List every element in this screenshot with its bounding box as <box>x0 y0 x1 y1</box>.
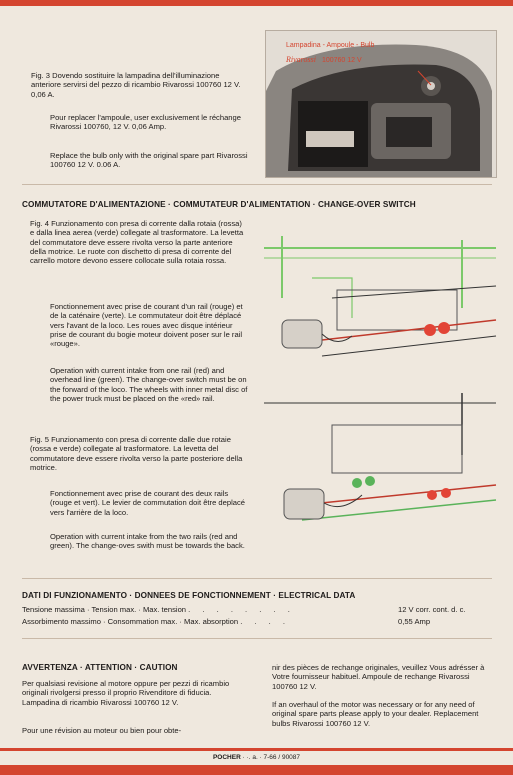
caution-title: AVVERTENZA · ATTENTION · CAUTION <box>22 663 178 672</box>
locomotive-interior-illustration <box>266 31 496 177</box>
leader-dots: . . . . . . . . <box>188 605 295 614</box>
changeover-title: COMMUTATORE D'ALIMENTAZIONE · COMMUTATEUR D'ALIMENTATION · CHANGE-OVER SWITCH <box>22 200 416 209</box>
caution-french-start: Pour une révision au moteur ou bien pour obte- <box>22 726 182 735</box>
leader-dots: . . . . <box>240 617 290 626</box>
divider <box>22 638 492 639</box>
bulb-brand-logo <box>286 55 362 64</box>
electrical-title: DATI DI FUNZIONAMENTO · DONNEES DE FONCTIONNEMENT · ELECTRICAL DATA <box>22 591 356 600</box>
footer-brand: POCHER <box>212 754 241 761</box>
footer-red-band <box>0 748 513 751</box>
fig4-french: Fonctionnement avec prise de courant d'un rail (rouge) et de la caténaire (verte). Le commutateur doit être déplacé vers l'avant de la loco. Les roues avec disque intérieur prise de courant du bogie moteur doivent poser sur le rail «rouge». <box>50 302 243 349</box>
caution-italian: Per qualsiasi revisione al motore oppure per pezzi di ricambio originali rivolgersi presso il proprio Rivenditore di fiducia. Lampadina di ricambio Rivarossi 100760 12 V. <box>22 679 230 707</box>
divider <box>22 184 492 185</box>
tension-label: Tensione massima · Tension max. · Max. tension <box>22 605 187 614</box>
fig5-italian: Fig. 5 Funzionamento con presa di corrente dalle due rotaie (rossa e verde) collegate al trasformatore. La levetta del commutatore deve essere rivolta verso la parte posteriore della motrice. <box>30 435 243 472</box>
brand-name: Rivarossi <box>286 55 316 64</box>
fig3-italian: Fig. 3 Dovendo sostituire la lampadina dell'illuminazione anteriore servirsi del pezzo di ricambio Rivarossi 100760 12 V. 0,06 A. <box>31 71 241 99</box>
caution-english: If an overhaul of the motor was necessary or for any need of original spare parts please apply to your dealer. Replacement bulbs Rivarossi 100760 12 V. <box>272 700 479 728</box>
fig5-english: Operation with current intake from the two rails (red and green). The change-oves swith must be towards the back. <box>50 532 245 551</box>
fig3-french: Pour replacer l'ampoule, user exclusivement le réchange Rivarossi 100760, 12 V. 0,06 Amp. <box>50 113 241 132</box>
bottom-red-band <box>0 765 513 775</box>
bulb-photo <box>265 30 497 178</box>
divider <box>22 578 492 579</box>
top-red-band <box>0 0 513 6</box>
fig3-english: Replace the bulb only with the original spare part Rivarossi 100760 12 V. 0.06 A. <box>50 151 248 170</box>
footer-line <box>0 754 513 761</box>
fig5-diagram <box>262 385 498 535</box>
caution-french-cont: nir des pièces de rechange originales, veuillez Vous adrésser à Votre fournisseur habituel. Ampoule de rechange Rivarossi 100760 12 V. <box>272 663 485 691</box>
fig4-diagram <box>262 228 498 376</box>
footer-code: · ·. a. · 7-66 / 90087 <box>242 754 301 761</box>
electrical-row-absorption <box>22 617 494 626</box>
fig4-italian: Fig. 4 Funzionamento con presa di corrente dalla rotaia (rossa) e dalla linea aerea (verde) collegate al trasformatore. La levetta del commutatore deve essere rivolta verso la parte anteriore della motrice. Le ruote con dischetto di presa di corrente del carrello motore devono essere collocate sulla rotaia rossa. <box>30 219 244 266</box>
absorption-label: Assorbimento massimo · Consommation max. · Max. absorption <box>22 617 239 626</box>
tension-value: 12 V corr. cont. d. c. <box>398 605 466 614</box>
bulb-part-number: 100760 12 V <box>321 57 362 64</box>
bulb-label-line: Lampadina - Ampoule - Bulb <box>286 42 375 49</box>
electrical-row-tension <box>22 605 494 614</box>
fig5-french: Fonctionnement avec prise de courant des deux rails (rouge et vert). Le levier de commutation doit être deplacé vers l'arrière de la loco. <box>50 489 246 517</box>
absorption-value: 0,55 Amp <box>398 617 431 626</box>
fig4-english: Operation with current intake from one rail (red) and overhead line (green). The change-over switch must be on the forward of the loco. The wheels with inner metal disc of the power truck must be placed on the «red» rail. <box>50 366 248 403</box>
